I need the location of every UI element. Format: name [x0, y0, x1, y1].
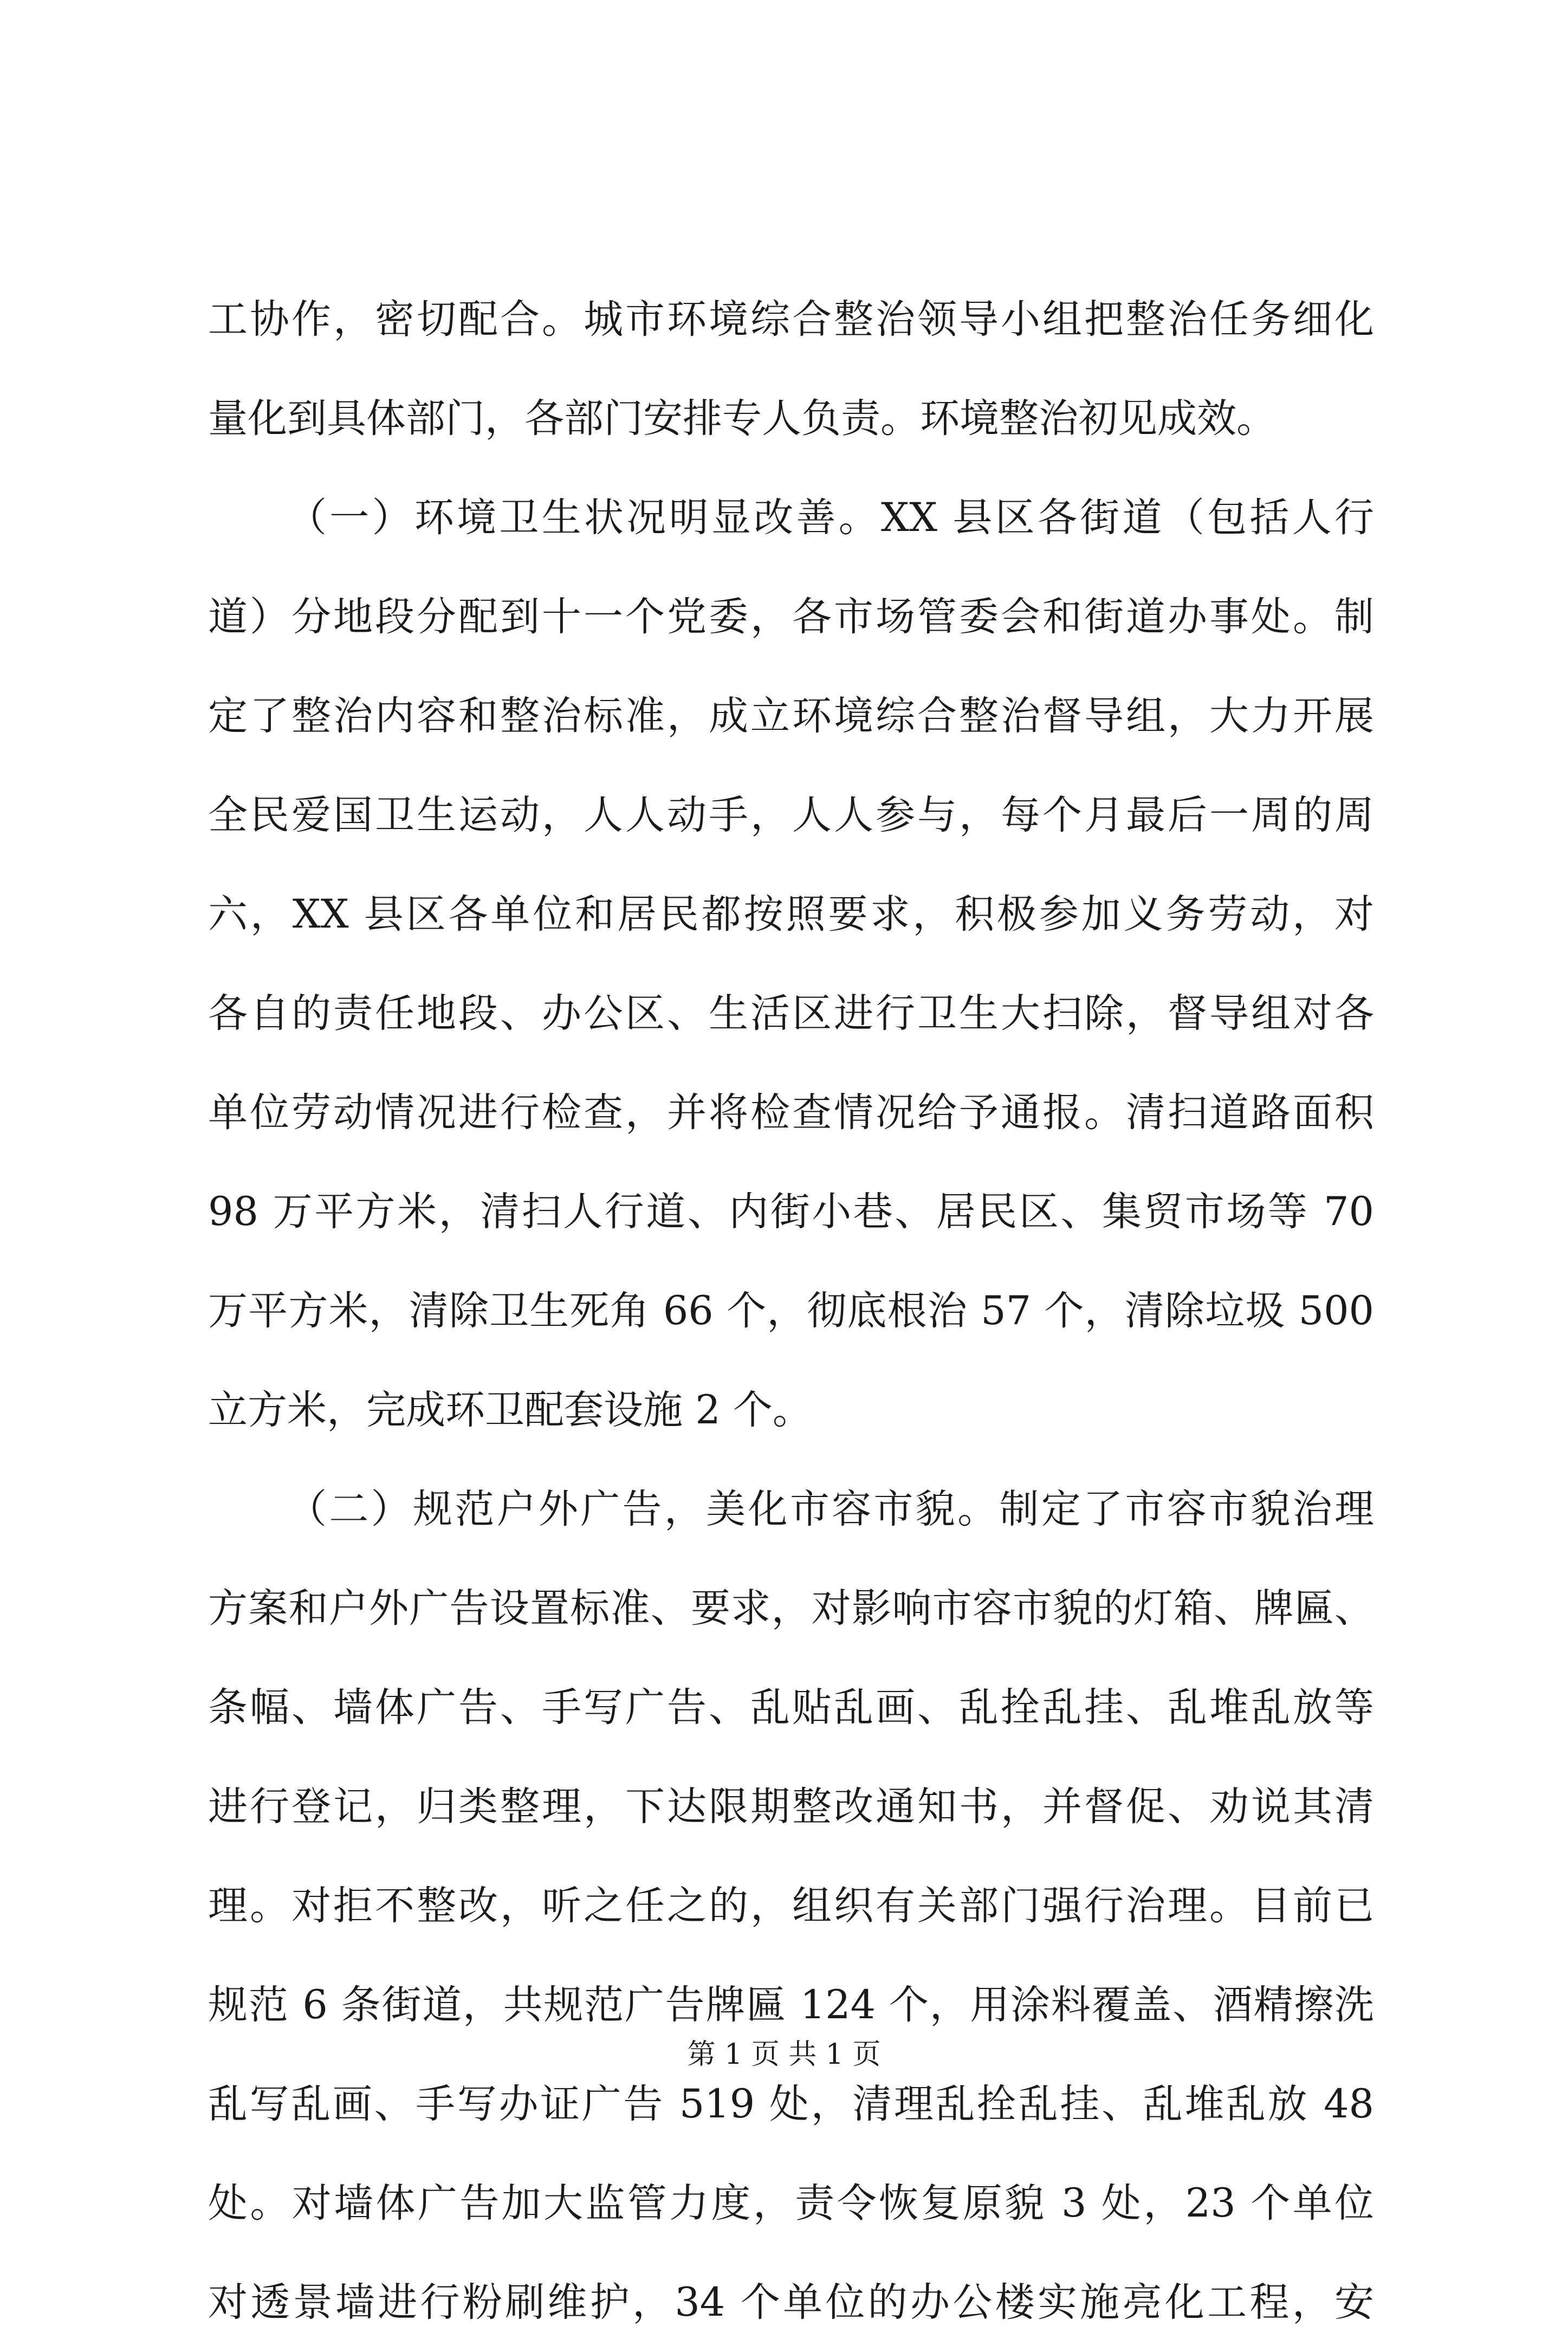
paragraph-first-line: （一）环境卫生状况明显改善。XX 县区各街道（包括人行: [287, 495, 1374, 541]
text-line: 各自的责任地段、办公区、生活区进行卫生大扫除，督导组对各: [208, 990, 1374, 1036]
text-line: 规范 6 条街道，共规范广告牌匾 124 个，用涂料覆盖、酒精擦洗: [208, 1982, 1374, 2028]
text-line: 道）分地段分配到十一个党委，各市场管委会和街道办事处。制: [208, 594, 1374, 640]
text-line: 单位劳动情况进行检查，并将检查情况给予通报。清扫道路面积: [208, 1090, 1374, 1136]
text-line: 六，XX 县区各单位和居民都按照要求，积极参加义务劳动，对: [208, 891, 1374, 937]
text-line: 方案和户外广告设置标准、要求，对影响市容市貌的灯箱、牌匾、: [208, 1585, 1374, 1631]
text-line: 定了整治内容和整治标准，成立环境综合整治督导组，大力开展: [208, 693, 1374, 739]
text-line: 处。对墙体广告加大监管力度，责令恢复原貌 3 处，23 个单位: [208, 2180, 1374, 2226]
page-footer: 第 1 页 共 1 页: [687, 2038, 881, 2071]
text-line: 乱写乱画、手写办证广告 519 处，清理乱拴乱挂、乱堆乱放 48: [208, 2081, 1374, 2127]
text-line: 条幅、墙体广告、手写广告、乱贴乱画、乱拴乱挂、乱堆乱放等: [208, 1684, 1374, 1731]
text-line: 98 万平方米，清扫人行道、内街小巷、居民区、集贸市场等 70: [208, 1189, 1374, 1235]
paragraph-first-line: （二）规范户外广告，美化市容市貌。制定了市容市貌治理: [287, 1486, 1374, 1532]
text-line: 理。对拒不整改，听之任之的，组织有关部门强行治理。目前已: [208, 1883, 1374, 1929]
text-line: 对透景墙进行粉刷维护，34 个单位的办公楼实施亮化工程，安: [208, 2279, 1374, 2325]
text-line: 进行登记，归类整理，下达限期整改通知书，并督促、劝说其清: [208, 1784, 1374, 1830]
text-line: 万平方米，清除卫生死角 66 个，彻底根治 57 个，清除垃圾 500: [208, 1288, 1374, 1334]
text-line: 工协作，密切配合。城市环境综合整治领导小组把整治任务细化: [208, 296, 1374, 342]
text-line: 立方米，完成环卫配套设施 2 个。: [208, 1387, 812, 1433]
text-line: 全民爱国卫生运动，人人动手，人人参与，每个月最后一周的周: [208, 792, 1374, 838]
text-line: 量化到具体部门，各部门安排专人负责。环境整治初见成效。: [208, 396, 1276, 442]
